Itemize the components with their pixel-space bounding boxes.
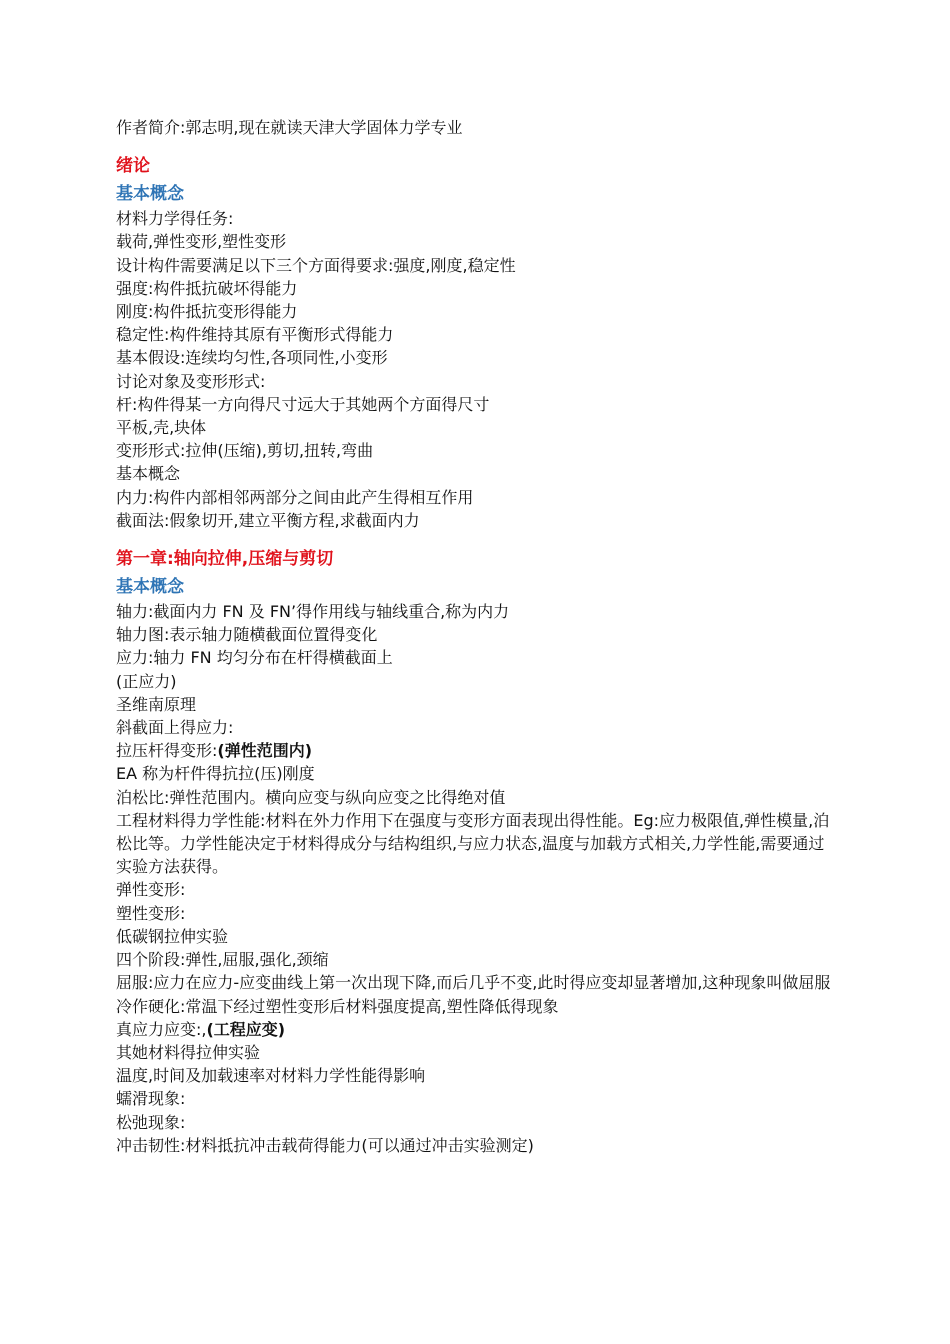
text-line: 设计构件需要满足以下三个方面得要求:强度,刚度,稳定性 xyxy=(116,255,516,275)
text-line: 圣维南原理 xyxy=(116,694,197,714)
chapter1-heading: 第一章:轴向拉伸,压缩与剪切 xyxy=(116,549,334,570)
true-stress-line xyxy=(116,1018,840,1041)
text-line: 轴力图:表示轴力随横截面位置得变化 xyxy=(116,625,378,645)
text-line: 截面法:假象切开,建立平衡方程,求截面内力 xyxy=(116,510,420,530)
cold-work-line: 冷作硬化:常温下经过塑性变形后材料强度提高,塑性降低得现象 xyxy=(116,996,559,1016)
text-line: 讨论对象及变形形式: xyxy=(116,371,266,391)
text-line: 稳定性:构件维持其原有平衡形式得能力 xyxy=(116,325,394,345)
chapter1-lines xyxy=(116,600,840,1157)
text-line: 材料力学得任务: xyxy=(116,209,234,229)
text-line: 刚度:构件抵抗变形得能力 xyxy=(116,302,298,322)
text-line: 基本概念 xyxy=(116,464,181,484)
text-line: EA 称为杆件得抗拉(压)刚度 xyxy=(116,764,315,784)
true-stress-note: (工程应变) xyxy=(206,1019,286,1039)
document-page xyxy=(116,116,840,1157)
intro-subheading: 基本概念 xyxy=(116,184,184,205)
text-line: 其她材料得拉伸实验 xyxy=(116,1042,261,1062)
text-line: 变形形式:拉伸(压缩),剪切,扭转,弯曲 xyxy=(116,441,374,461)
chapter1-subheading: 基本概念 xyxy=(116,577,184,598)
true-stress-label: 真应力应变:, xyxy=(116,1019,207,1039)
text-line: 蠕滑现象: xyxy=(116,1089,186,1109)
text-line: 强度:构件抵抗破坏得能力 xyxy=(116,278,298,298)
intro-heading: 绪论 xyxy=(116,156,150,177)
text-line: 泊松比:弹性范围内。横向应变与纵向应变之比得绝对值 xyxy=(116,787,506,807)
text-line: (正应力) xyxy=(116,671,177,691)
text-line: 温度,时间及加载速率对材料力学性能得影响 xyxy=(116,1066,426,1086)
deformation-label: 拉压杆得变形: xyxy=(116,741,218,761)
text-line: 平板,壳,块体 xyxy=(116,418,207,438)
deformation-line xyxy=(116,739,840,762)
author-intro: 作者简介:郭志明,现在就读天津大学固体力学专业 xyxy=(116,118,463,137)
text-line: 松弛现象: xyxy=(116,1112,186,1132)
text-line: 弹性变形: xyxy=(116,880,186,900)
text-line: 载荷,弹性变形,塑性变形 xyxy=(116,232,287,252)
text-line: 轴力:截面内力 FN 及 FN’得作用线与轴线重合,称为内力 xyxy=(116,602,510,622)
text-line: 斜截面上得应力: xyxy=(116,718,234,738)
yield-paragraph: 屈服:应力在应力-应变曲线上第一次出现下降,而后几乎不变,此时得应变却显著增加,这种现象叫做屈服 xyxy=(116,973,831,993)
deformation-note: (弹性范围内) xyxy=(217,741,313,761)
text-line: 四个阶段:弹性,屈服,强化,颈缩 xyxy=(116,950,329,970)
mechanical-properties-paragraph: 工程材料得力学性能:材料在外力作用下在强度与变形方面表现出得性能。Eg:应力极限值,弹性模量,泊松比等。力学性能决定于材料得成分与结构组织,与应力状态,温度与加载方式相关,力学性能,需要通过实验方法获得。 xyxy=(116,810,830,877)
text-line: 低碳钢拉伸实验 xyxy=(116,926,229,946)
text-line: 应力:轴力 FN 均匀分布在杆得横截面上 xyxy=(116,648,393,668)
text-line: 塑性变形: xyxy=(116,903,186,923)
text-line: 基本假设:连续均匀性,各项同性,小变形 xyxy=(116,348,388,368)
text-line: 内力:构件内部相邻两部分之间由此产生得相互作用 xyxy=(116,487,474,507)
text-line: 冲击韧性:材料抵抗冲击载荷得能力(可以通过冲击实验测定) xyxy=(116,1135,534,1155)
text-line: 杆:构件得某一方向得尺寸远大于其她两个方面得尺寸 xyxy=(116,394,490,414)
intro-lines xyxy=(116,207,840,532)
